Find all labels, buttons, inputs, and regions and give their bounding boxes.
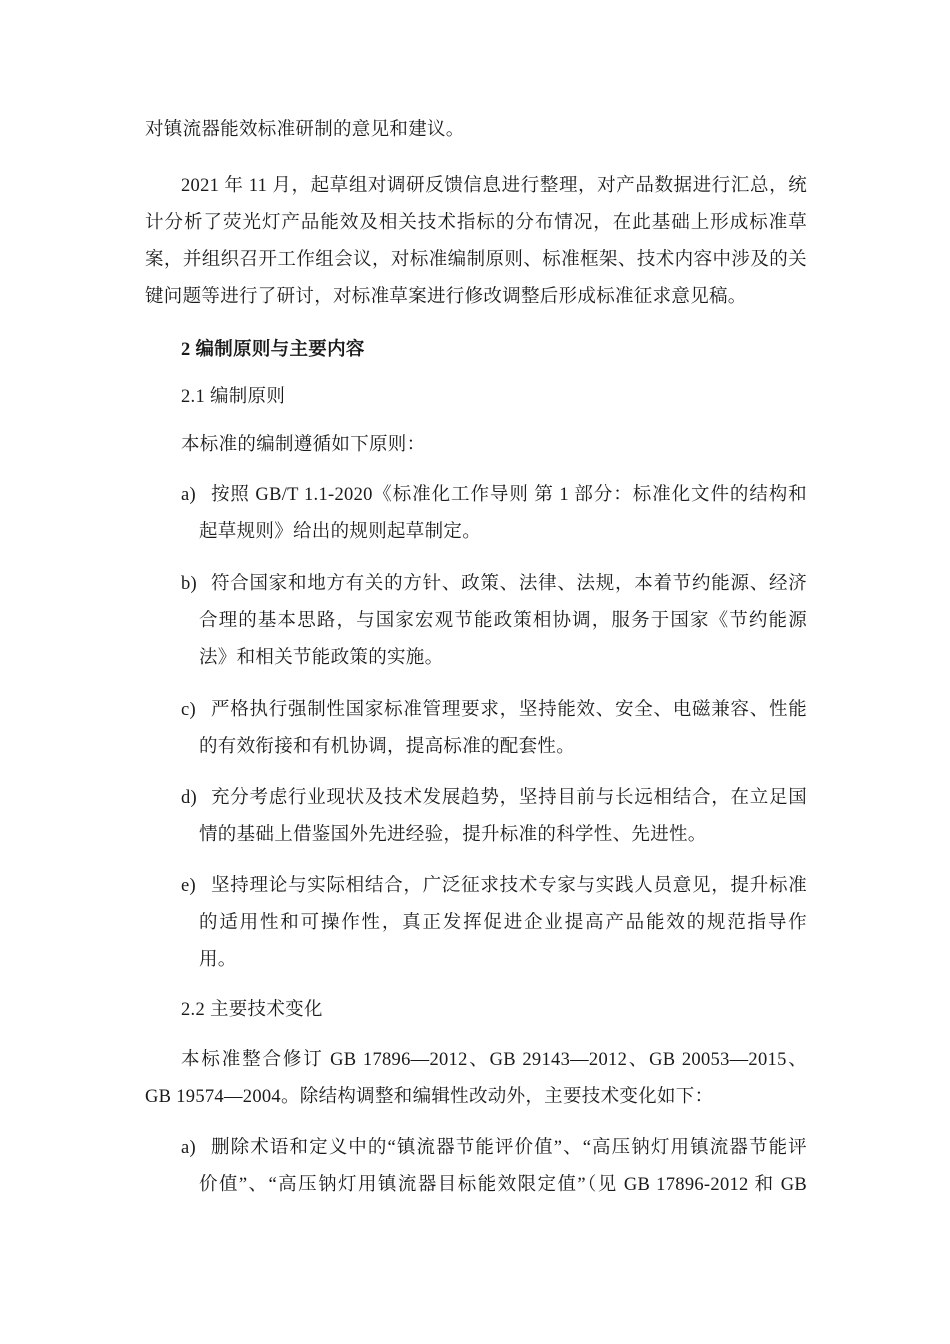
list-item-line: 合理的基本思路，与国家宏观节能政策相协调，服务于国家《节约能源 [199,611,807,631]
list-label: b) [181,574,198,594]
list-label: c) [181,700,196,720]
list-item-line: 符合国家和地方有关的方针、政策、法律、法规，本着节约能源、经济 [211,574,807,594]
list-label: a) [181,1138,196,1158]
paragraph-line: 计分析了荧光灯产品能效及相关技术指标的分布情况，在此基础上形成标准草 [145,213,807,233]
list-item-line: 删除术语和定义中的“镇流器节能评价值”、“高压钠灯用镇流器节能评 [211,1138,807,1158]
list-item-line: 用。 [199,950,237,970]
paragraph-line: 2021 年 11 月，起草组对调研反馈信息进行整理，对产品数据进行汇总，统 [181,176,807,196]
list-item-line: 价值”、“高压钠灯用镇流器目标能效限定值”（见 GB 17896-2012 和 GB [199,1175,807,1195]
list-label: d) [181,788,198,808]
list-item-line: 法》和相关节能政策的实施。 [199,648,444,668]
list-item-line: 的有效衔接和有机协调，提高标准的配套性。 [199,737,576,757]
list-item-line: 充分考虑行业现状及技术发展趋势，坚持目前与长远相结合，在立足国 [211,788,807,808]
list-label: e) [181,876,196,896]
paragraph-line: GB 19574—2004。除结构调整和编辑性改动外，主要技术变化如下： [145,1087,714,1107]
paragraph-line: 本标准整合修订 GB 17896—2012、GB 29143—2012、GB 20053—2015、 [181,1050,807,1070]
list-label: a) [181,485,196,505]
paragraph-line: 案，并组织召开工作组会议，对标准编制原则、标准框架、技术内容中涉及的关 [145,250,807,270]
list-item-line: 起草规则》给出的规则起草制定。 [199,522,482,542]
list-item-line: 的适用性和可操作性，真正发挥促进企业提高产品能效的规范指导作 [199,913,807,933]
list-item-line: 情的基础上借鉴国外先进经验，提升标准的科学性、先进性。 [199,825,707,845]
section-heading: 2 编制原则与主要内容 [181,340,365,360]
paragraph-line: 键问题等进行了研讨，对标准草案进行修改调整后形成标准征求意见稿。 [145,287,747,307]
paragraph-line: 本标准的编制遵循如下原则： [181,435,426,455]
paragraph-line: 对镇流器能效标准研制的意见和建议。 [145,120,465,140]
list-item-line: 严格执行强制性国家标准管理要求，坚持能效、安全、电磁兼容、性能 [211,700,807,720]
subsection-heading: 2.1 编制原则 [181,387,286,407]
list-item-line: 坚持理论与实际相结合，广泛征求技术专家与实践人员意见，提升标准 [211,876,807,896]
subsection-heading: 2.2 主要技术变化 [181,1000,323,1020]
list-item-line: 按照 GB/T 1.1-2020《标准化工作导则 第 1 部分：标准化文件的结构和 [211,485,807,505]
